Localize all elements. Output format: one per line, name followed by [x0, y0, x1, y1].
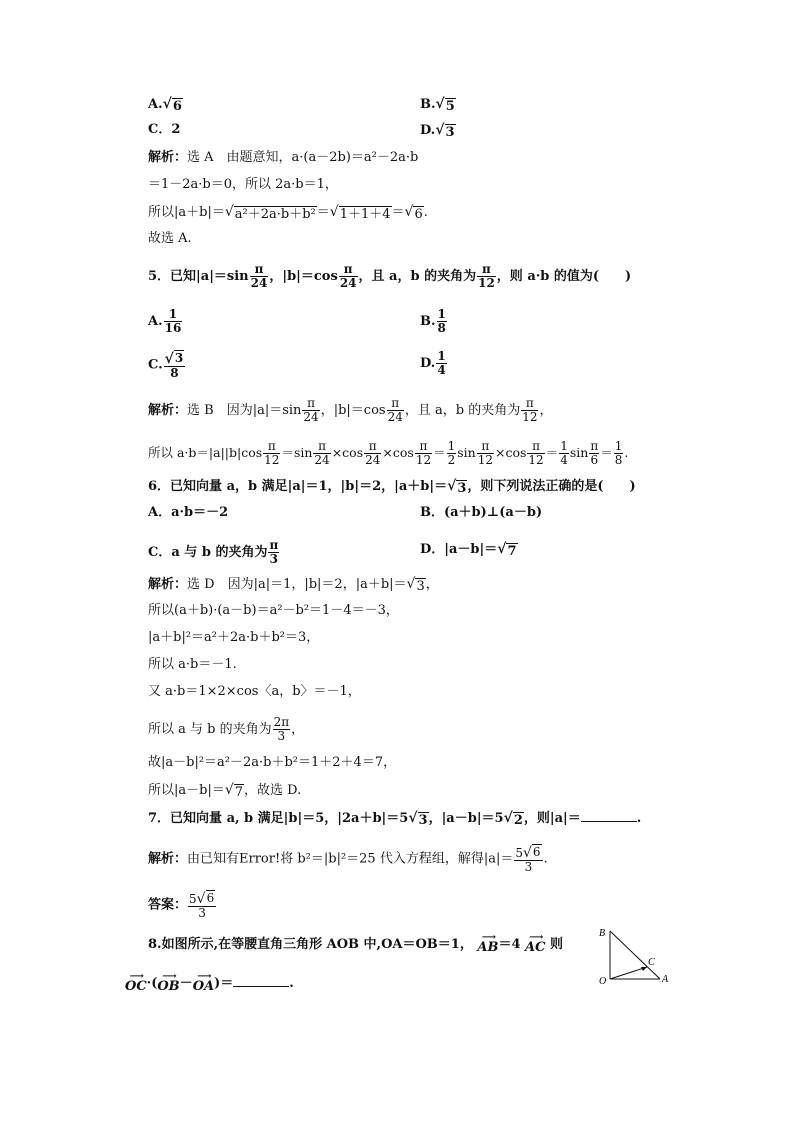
- q6-solution-line6: 所以 a 与 b 的夹角为 $\frac{2\pi}{3}$ ，: [148, 715, 305, 743]
- q7-solution: 解析：由已知有Error!将 b²＝|b|²＝25 代入方程组，解得|a|＝ 5 √ 6 3 .: [148, 845, 548, 874]
- q5-solution-line2: 所以 a·b＝|a||b|cos $\frac{\pi}{12}$ ＝sin $\frac{\pi}{24}$ ×cos $\frac{\pi}{24}$ ×cos $\frac{\pi}{12}$ ＝ $\frac{1}{2}$ sin $\frac{\pi}{12}$ ×cos $\frac{\pi}{12}$ ＝ $\frac{1}{4}$ sin $\frac{\pi}{6}$ ＝ $\frac{1}{8}$ .: [148, 439, 629, 467]
- q6-solution-line7: 故|a－b|²＝a²－2a·b＋b²＝1＋2＋4＝7，: [148, 755, 397, 770]
- q4-solution-line2: ＝1－2a·b＝0，所以 2a·b＝1，: [148, 177, 338, 192]
- q5-option-b: B. $\frac{1}{8}$: [420, 307, 446, 335]
- label-b: B: [599, 928, 606, 939]
- vector-oa: ⟶ OA: [192, 971, 215, 994]
- q5-option-d: D. $\frac{1}{4}$: [420, 349, 446, 377]
- q4-solution-line1: 解析：选 A 由题意知，a·(a－2b)＝a²－2a·b: [148, 150, 419, 165]
- q5-solution-line1: 解析：选 B 因为|a|＝sin $\frac{\pi}{24}$ ，|b|＝cos $\frac{\pi}{24}$ ，且 a，b 的夹角为 $\frac{\pi}{12}$ ，: [148, 396, 553, 424]
- q7-stem: 7．已知向量 a, b 满足|b|＝5，|2a＋b|＝5 √ 3 ，|a－b|＝5 √ 2 ，则|a|＝ .: [148, 810, 642, 828]
- q6-solution-line3: |a＋b|²＝a²＋2a·b＋b²＝3，: [148, 630, 320, 645]
- q6-option-d: D．|a－b|＝ √ 7: [420, 541, 517, 559]
- label-c: C: [648, 957, 655, 968]
- q5-option-c: C. √ 3 8: [148, 351, 184, 380]
- q6-solution-line5: 又 a·b＝1×2×cos〈a，b〉＝－1，: [148, 684, 361, 699]
- q4-option-a: A. √ 6: [148, 96, 182, 114]
- vector-ob: ⟶ OB: [157, 971, 180, 994]
- q8-stem-line1: 8.如图所示,在等腰直角三角形 AOB 中,OA＝OB＝1， ⟶ AB ＝4 ⟶ AC 则: [148, 932, 564, 955]
- q4-solution-line4: 故选 A.: [148, 231, 192, 246]
- q6-solution-line2: 所以(a＋b)·(a－b)＝a²－b²＝1－4＝－3，: [148, 603, 399, 618]
- answer-blank: [233, 973, 289, 987]
- vector-ac: ⟶ AC: [525, 932, 546, 955]
- q6-solution-line4: 所以 a·b＝－1.: [148, 657, 237, 672]
- q4-solution-line3: 所以|a＋b|＝ √ a²＋2a·b＋b² ＝ √ 1＋1＋4 ＝ √ 6 .: [148, 204, 428, 222]
- q6-stem: 6．已知向量 a，b 满足|a|＝1，|b|＝2，|a＋b|＝ √ 3 ，则下列说法正确的是( ): [148, 478, 636, 496]
- q8-stem-line2: ⟶ OC ·( ⟶ OB － ⟶ OA )＝ .: [125, 971, 294, 994]
- q6-option-a: A．a·b＝－2: [148, 505, 229, 520]
- triangle-figure: [596, 924, 676, 986]
- sqrt: √ 6: [162, 96, 182, 114]
- label-o: O: [599, 976, 607, 986]
- q6-solution-line8: 所以|a－b|＝ √ 7 ，故选 D.: [148, 782, 302, 800]
- segment-oc: [610, 967, 647, 979]
- side-ab: [610, 931, 660, 979]
- q7-answer: 答案： 5 √ 6 3: [148, 891, 215, 920]
- q6-option-c: C．a 与 b 的夹角为 $\frac{\pi}{3}$: [148, 538, 279, 566]
- q6-solution-line1: 解析：选 D 因为|a|＝1，|b|＝2，|a＋b|＝ √ 3 ，: [148, 576, 439, 594]
- vector-oc: ⟶ OC: [125, 971, 147, 994]
- label-a: A: [662, 974, 669, 985]
- answer-blank: [581, 808, 637, 822]
- q6-option-b: B．(a＋b)⊥(a－b): [420, 505, 543, 520]
- q5-option-a: A. $\frac{1}{16}$: [148, 307, 182, 335]
- q4-option-d: D. √ 3: [420, 122, 455, 140]
- vector-ab: ⟶ AB: [477, 932, 499, 955]
- q4-option-b: B. √ 5: [420, 96, 455, 114]
- q5-stem: 5．已知|a|＝sin $\frac{\pi}{24}$ ，|b|＝cos $\frac{\pi}{24}$ ，且 a，b 的夹角为 $\frac{\pi}{12}$ ，则 a·b 的值为( ): [148, 262, 632, 290]
- q4-option-c: C．2: [148, 122, 181, 137]
